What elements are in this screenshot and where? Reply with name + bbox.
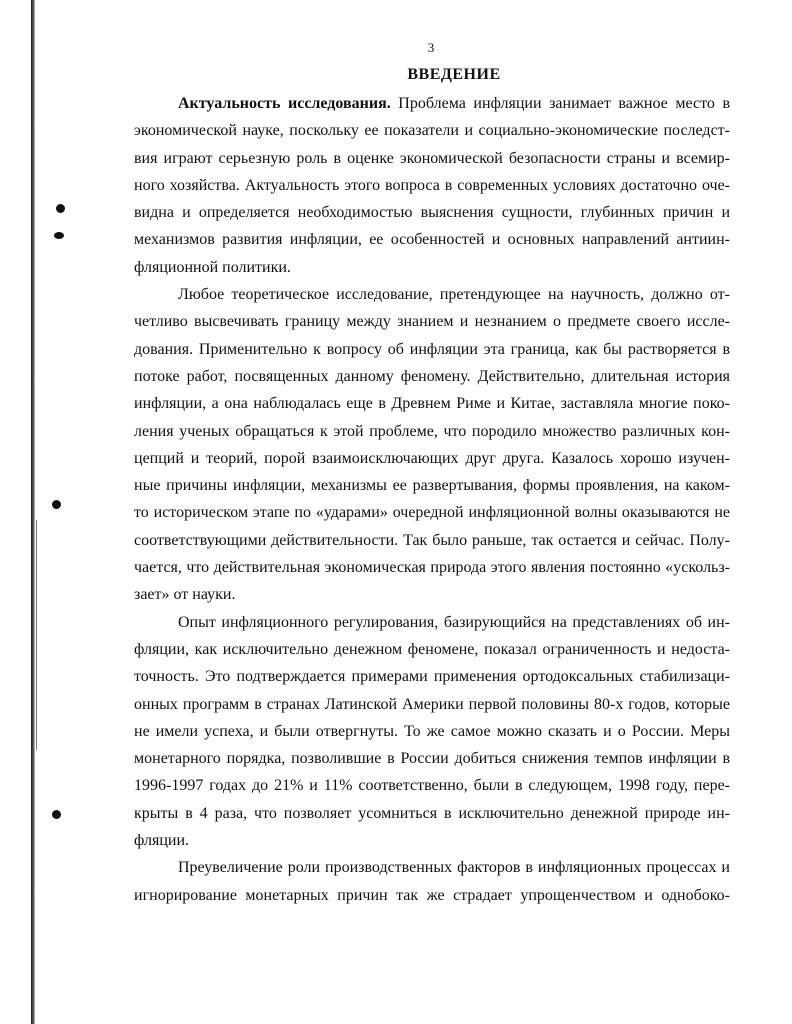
paragraph-theory: [134, 281, 730, 609]
paragraph-exaggeration: [134, 854, 730, 909]
text-line: фляции, как исключительно денежном феномене, показал ограниченность и недоста-: [134, 640, 730, 658]
scan-binding-edge: [31, 0, 35, 1024]
paragraph-regulation: [134, 609, 730, 855]
text-line: Преувеличение роли производственных факторов в инфляционных процессах и: [178, 859, 730, 877]
text-line: вия играют серьезную роль в оценке экономической безопасности страны и всемир-: [134, 149, 730, 167]
text-line: ного хозяйства. Актуальность этого вопроса в современных условиях достаточно оче-: [134, 176, 730, 194]
paragraph-relevance: [134, 90, 730, 281]
punch-hole-mark: [56, 204, 65, 213]
text-line: видна и определяется необходимостью выяснения сущности, глубинных причин и: [134, 204, 730, 222]
punch-hole-mark: [52, 810, 61, 819]
text-line: крыты в 4 раза, что позволяет усомниться в исключительно денежной природе ин-: [134, 804, 730, 822]
text-line: Любое теоретическое исследование, претендующее на научность, должно от-: [178, 286, 730, 304]
text-line: Актуальность исследования. Проблема инфляции занимает важное место в: [178, 95, 730, 112]
text-line: не имели успеха, и были отвергнуты. То же самое можно сказать и о России. Меры: [134, 722, 730, 740]
text-line: чается, что действительная экономическая природа этого явления постоянно «ускольз-: [134, 559, 730, 577]
relevance-lead: Актуальность исследования.: [178, 95, 391, 112]
text-line: потоке работ, посвященных данному феномену. Действительно, длительная история: [134, 367, 730, 385]
section-heading: ВВЕДЕНИЕ: [407, 66, 501, 83]
scan-binding-line: [36, 520, 37, 750]
text-line: зает» от науки.: [134, 586, 236, 604]
text-line: игнорирование монетарных причин так же страдает упрощенчеством и однобоко-: [134, 886, 730, 904]
text-line: фляционной политики.: [134, 258, 291, 276]
page-number: 3: [427, 40, 435, 55]
text-line: экономической науке, поскольку ее показатели и социально-экономические последст-: [134, 122, 730, 140]
body-text: [134, 90, 730, 909]
text-line: онных программ в странах Латинской Америки первой половины 80-х годов, которые: [134, 695, 730, 713]
punch-hole-mark: [52, 500, 61, 509]
text-line: ные причины инфляции, механизмы ее развертывания, формы проявления, на каком-: [134, 477, 730, 495]
text-line: то историческом этапе по «ударами» очередной инфляционной волны оказываются не: [134, 504, 730, 522]
text-line: точность. Это подтверждается примерами применения ортодоксальных стабилизаци-: [134, 668, 730, 686]
text-line: инфляции, а она наблюдалась еще в Древнем Риме и Китае, заставляла многие поко-: [134, 395, 730, 413]
text-line: фляции.: [134, 832, 189, 850]
text-line: Опыт инфляционного регулирования, базирующийся на представлениях об ин-: [178, 613, 730, 631]
text-line: ления ученых обращаться к этой проблеме, что породило множество различных кон-: [134, 422, 730, 440]
punch-hole-mark: [54, 232, 64, 239]
text-line: цепций и теорий, порой взаимоисключающих друг друга. Казалось хорошо изучен-: [134, 449, 730, 467]
text-line: монетарного порядка, позволившие в России добиться снижения темпов инфляции в: [134, 750, 730, 768]
text-line: четливо высвечивать границу между знанием и незнанием о предмете своего иссле-: [134, 313, 730, 331]
text-line: механизмов развития инфляции, ее особенностей и основных направлений антиин-: [134, 231, 730, 249]
text-line: 1996-1997 годах до 21% и 11% соответственно, были в следующем, 1998 году, пере-: [134, 777, 730, 795]
text-line: соответствующими действительности. Так было раньше, так остается и сейчас. Полу-: [134, 531, 730, 549]
text-line: дования. Применительно к вопросу об инфляции эта граница, как бы растворяется в: [134, 340, 730, 358]
